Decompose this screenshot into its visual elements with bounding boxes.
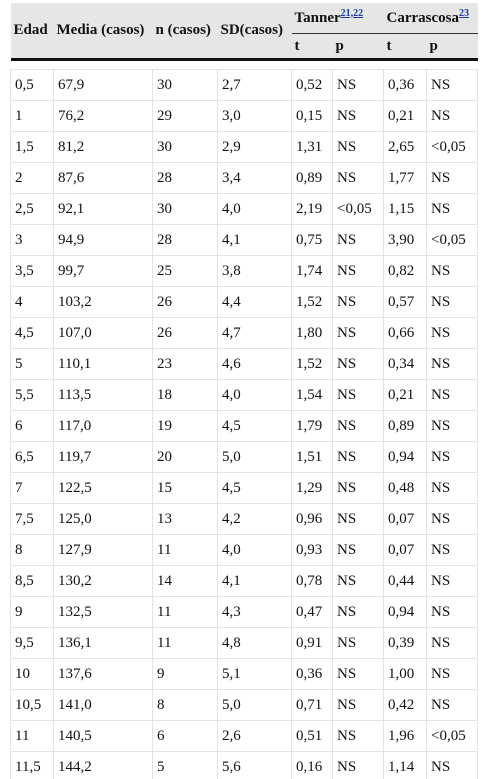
media-cell: 92,1 — [54, 194, 153, 225]
n-cell: 25 — [153, 256, 218, 287]
header-tanner-p: p — [333, 34, 384, 60]
tanner-p-cell: NS — [333, 659, 384, 690]
tanner-t-cell: 1,52 — [292, 349, 333, 380]
tanner-p-cell: NS — [333, 225, 384, 256]
edad-cell: 10,5 — [11, 690, 54, 721]
tanner-p-cell: NS — [333, 721, 384, 752]
table-row — [11, 225, 478, 256]
tanner-t-cell: 0,78 — [292, 566, 333, 597]
media-cell: 122,5 — [54, 473, 153, 504]
media-cell: 144,2 — [54, 752, 153, 779]
carrascosa-t-cell: 0,57 — [384, 287, 427, 318]
table-row — [11, 504, 478, 535]
tanner-p-cell: <0,05 — [333, 194, 384, 225]
media-cell: 141,0 — [54, 690, 153, 721]
carrascosa-p-cell: NS — [427, 101, 478, 132]
header-carrascosa-t: t — [384, 34, 427, 60]
carrascosa-t-cell: 0,66 — [384, 318, 427, 349]
carrascosa-p-cell: NS — [427, 566, 478, 597]
carrascosa-p-cell: NS — [427, 411, 478, 442]
media-cell: 99,7 — [54, 256, 153, 287]
data-table — [10, 3, 478, 779]
tanner-t-cell: 0,16 — [292, 752, 333, 779]
tanner-t-cell: 0,91 — [292, 628, 333, 659]
tanner-p-cell: NS — [333, 349, 384, 380]
tanner-t-cell: 1,80 — [292, 318, 333, 349]
edad-cell: 1,5 — [11, 132, 54, 163]
sd-cell: 4,5 — [218, 473, 292, 504]
sd-cell: 4,1 — [218, 566, 292, 597]
n-cell: 23 — [153, 349, 218, 380]
carrascosa-p-cell: NS — [427, 690, 478, 721]
carrascosa-p-cell: NS — [427, 473, 478, 504]
n-cell: 30 — [153, 194, 218, 225]
edad-cell: 9 — [11, 597, 54, 628]
carrascosa-t-cell: 0,07 — [384, 535, 427, 566]
carrascosa-t-cell: 1,00 — [384, 659, 427, 690]
header-edad: Edad — [11, 3, 54, 60]
media-cell: 67,9 — [54, 70, 153, 101]
carrascosa-p-cell: NS — [427, 194, 478, 225]
edad-cell: 3,5 — [11, 256, 54, 287]
tanner-p-cell: NS — [333, 473, 384, 504]
carrascosa-t-cell: 0,94 — [384, 597, 427, 628]
media-cell: 103,2 — [54, 287, 153, 318]
tanner-t-cell: 0,71 — [292, 690, 333, 721]
sd-cell: 2,9 — [218, 132, 292, 163]
n-cell: 30 — [153, 132, 218, 163]
edad-cell: 10 — [11, 659, 54, 690]
header-tanner-label: Tanner — [294, 9, 341, 26]
edad-cell: 9,5 — [11, 628, 54, 659]
table-row — [11, 535, 478, 566]
media-cell: 110,1 — [54, 349, 153, 380]
media-cell: 125,0 — [54, 504, 153, 535]
carrascosa-t-cell: 1,96 — [384, 721, 427, 752]
header-sd: SD(casos) — [218, 3, 292, 60]
table-row — [11, 721, 478, 752]
sd-cell: 3,4 — [218, 163, 292, 194]
n-cell: 30 — [153, 70, 218, 101]
tanner-p-cell: NS — [333, 690, 384, 721]
tanner-t-cell: 0,15 — [292, 101, 333, 132]
tanner-p-cell: NS — [333, 163, 384, 194]
tanner-t-cell: 1,74 — [292, 256, 333, 287]
carrascosa-t-cell: 0,48 — [384, 473, 427, 504]
tanner-t-cell: 2,19 — [292, 194, 333, 225]
n-cell: 28 — [153, 225, 218, 256]
tanner-t-cell: 0,96 — [292, 504, 333, 535]
table-row — [11, 132, 478, 163]
table-row — [11, 318, 478, 349]
tanner-p-cell: NS — [333, 535, 384, 566]
media-cell: 136,1 — [54, 628, 153, 659]
tanner-p-cell: NS — [333, 287, 384, 318]
sd-cell: 4,1 — [218, 225, 292, 256]
n-cell: 28 — [153, 163, 218, 194]
media-cell: 127,9 — [54, 535, 153, 566]
carrascosa-p-cell: NS — [427, 70, 478, 101]
edad-cell: 4 — [11, 287, 54, 318]
carrascosa-p-cell: <0,05 — [427, 132, 478, 163]
sd-cell: 4,0 — [218, 380, 292, 411]
sd-cell: 4,3 — [218, 597, 292, 628]
header-carrascosa — [384, 3, 478, 34]
edad-cell: 5 — [11, 349, 54, 380]
edad-cell: 11,5 — [11, 752, 54, 779]
n-cell: 20 — [153, 442, 218, 473]
sd-cell: 4,0 — [218, 194, 292, 225]
tanner-reference-link[interactable]: 21,22 — [340, 7, 364, 19]
carrascosa-p-cell: NS — [427, 256, 478, 287]
sd-cell: 4,7 — [218, 318, 292, 349]
media-cell: 137,6 — [54, 659, 153, 690]
carrascosa-t-cell: 0,44 — [384, 566, 427, 597]
n-cell: 26 — [153, 287, 218, 318]
table-row — [11, 628, 478, 659]
tanner-p-cell: NS — [333, 752, 384, 779]
header-tanner — [292, 3, 384, 34]
tanner-p-cell: NS — [333, 566, 384, 597]
header-spacer — [11, 60, 478, 70]
tanner-t-cell: 1,29 — [292, 473, 333, 504]
carrascosa-p-cell: <0,05 — [427, 721, 478, 752]
n-cell: 8 — [153, 690, 218, 721]
carrascosa-t-cell: 0,39 — [384, 628, 427, 659]
table-row — [11, 442, 478, 473]
edad-cell: 8,5 — [11, 566, 54, 597]
tanner-t-cell: 0,36 — [292, 659, 333, 690]
sd-cell: 3,0 — [218, 101, 292, 132]
tanner-t-cell: 0,47 — [292, 597, 333, 628]
tanner-p-cell: NS — [333, 442, 384, 473]
media-cell: 81,2 — [54, 132, 153, 163]
tanner-p-cell: NS — [333, 597, 384, 628]
n-cell: 19 — [153, 411, 218, 442]
media-cell: 107,0 — [54, 318, 153, 349]
sd-cell: 2,6 — [218, 721, 292, 752]
tanner-t-cell: 0,89 — [292, 163, 333, 194]
tanner-p-cell: NS — [333, 380, 384, 411]
table-row — [11, 101, 478, 132]
carrascosa-t-cell: 0,21 — [384, 101, 427, 132]
carrascosa-p-cell: NS — [427, 752, 478, 779]
tanner-p-cell: NS — [333, 628, 384, 659]
carrascosa-p-cell: NS — [427, 380, 478, 411]
carrascosa-p-cell: NS — [427, 318, 478, 349]
table-row — [11, 752, 478, 779]
carrascosa-t-cell: 0,82 — [384, 256, 427, 287]
edad-cell: 5,5 — [11, 380, 54, 411]
carrascosa-t-cell: 0,07 — [384, 504, 427, 535]
carrascosa-p-cell: NS — [427, 628, 478, 659]
sd-cell: 5,6 — [218, 752, 292, 779]
sd-cell: 4,8 — [218, 628, 292, 659]
media-cell: 140,5 — [54, 721, 153, 752]
table-row — [11, 380, 478, 411]
sd-cell: 4,2 — [218, 504, 292, 535]
edad-cell: 2 — [11, 163, 54, 194]
tanner-t-cell: 1,79 — [292, 411, 333, 442]
sd-cell: 3,8 — [218, 256, 292, 287]
carrascosa-p-cell: NS — [427, 597, 478, 628]
n-cell: 11 — [153, 597, 218, 628]
edad-cell: 0,5 — [11, 70, 54, 101]
sd-cell: 5,0 — [218, 442, 292, 473]
edad-cell: 3 — [11, 225, 54, 256]
table-row — [11, 70, 478, 101]
header-n: n (casos) — [153, 3, 218, 60]
tanner-p-cell: NS — [333, 256, 384, 287]
n-cell: 6 — [153, 721, 218, 752]
tanner-t-cell: 0,75 — [292, 225, 333, 256]
n-cell: 18 — [153, 380, 218, 411]
carrascosa-reference-link[interactable]: 23 — [458, 7, 469, 19]
sd-cell: 5,1 — [218, 659, 292, 690]
tanner-t-cell: 0,52 — [292, 70, 333, 101]
n-cell: 15 — [153, 473, 218, 504]
table-row — [11, 287, 478, 318]
carrascosa-t-cell: 0,42 — [384, 690, 427, 721]
tanner-p-cell: NS — [333, 132, 384, 163]
carrascosa-p-cell: <0,05 — [427, 225, 478, 256]
edad-cell: 1 — [11, 101, 54, 132]
table-row — [11, 163, 478, 194]
n-cell: 26 — [153, 318, 218, 349]
tanner-t-cell: 1,54 — [292, 380, 333, 411]
media-cell: 113,5 — [54, 380, 153, 411]
table-header — [11, 3, 478, 70]
tanner-t-cell: 1,31 — [292, 132, 333, 163]
carrascosa-p-cell: NS — [427, 287, 478, 318]
media-cell: 117,0 — [54, 411, 153, 442]
n-cell: 13 — [153, 504, 218, 535]
tanner-p-cell: NS — [333, 411, 384, 442]
n-cell: 14 — [153, 566, 218, 597]
carrascosa-p-cell: NS — [427, 535, 478, 566]
carrascosa-t-cell: 2,65 — [384, 132, 427, 163]
edad-cell: 6,5 — [11, 442, 54, 473]
header-media: Media (casos) — [54, 3, 153, 60]
table-row — [11, 659, 478, 690]
edad-cell: 2,5 — [11, 194, 54, 225]
n-cell: 29 — [153, 101, 218, 132]
carrascosa-p-cell: NS — [427, 442, 478, 473]
media-cell: 76,2 — [54, 101, 153, 132]
carrascosa-p-cell: NS — [427, 349, 478, 380]
table-body — [11, 70, 478, 779]
media-cell: 87,6 — [54, 163, 153, 194]
tanner-p-cell: NS — [333, 70, 384, 101]
edad-cell: 11 — [11, 721, 54, 752]
carrascosa-t-cell: 3,90 — [384, 225, 427, 256]
sd-cell: 4,5 — [218, 411, 292, 442]
media-cell: 119,7 — [54, 442, 153, 473]
table-row — [11, 256, 478, 287]
tanner-t-cell: 1,52 — [292, 287, 333, 318]
table-row — [11, 473, 478, 504]
media-cell: 94,9 — [54, 225, 153, 256]
edad-cell: 7,5 — [11, 504, 54, 535]
sd-cell: 4,4 — [218, 287, 292, 318]
carrascosa-t-cell: 0,94 — [384, 442, 427, 473]
edad-cell: 7 — [11, 473, 54, 504]
sd-cell: 2,7 — [218, 70, 292, 101]
header-carrascosa-p: p — [427, 34, 478, 60]
table-row — [11, 411, 478, 442]
carrascosa-t-cell: 0,21 — [384, 380, 427, 411]
tanner-t-cell: 0,93 — [292, 535, 333, 566]
header-carrascosa-label: Carrascosa — [386, 9, 459, 26]
tanner-p-cell: NS — [333, 101, 384, 132]
n-cell: 5 — [153, 752, 218, 779]
tanner-p-cell: NS — [333, 318, 384, 349]
n-cell: 9 — [153, 659, 218, 690]
table-row — [11, 566, 478, 597]
table-row — [11, 597, 478, 628]
carrascosa-t-cell: 0,89 — [384, 411, 427, 442]
media-cell: 132,5 — [54, 597, 153, 628]
tanner-p-cell: NS — [333, 504, 384, 535]
edad-cell: 4,5 — [11, 318, 54, 349]
carrascosa-t-cell: 0,34 — [384, 349, 427, 380]
edad-cell: 8 — [11, 535, 54, 566]
n-cell: 11 — [153, 628, 218, 659]
carrascosa-p-cell: NS — [427, 659, 478, 690]
carrascosa-t-cell: 1,15 — [384, 194, 427, 225]
media-cell: 130,2 — [54, 566, 153, 597]
n-cell: 11 — [153, 535, 218, 566]
carrascosa-p-cell: NS — [427, 163, 478, 194]
tanner-t-cell: 0,51 — [292, 721, 333, 752]
carrascosa-p-cell: NS — [427, 504, 478, 535]
carrascosa-t-cell: 1,14 — [384, 752, 427, 779]
sd-cell: 4,0 — [218, 535, 292, 566]
carrascosa-t-cell: 1,77 — [384, 163, 427, 194]
sd-cell: 5,0 — [218, 690, 292, 721]
table-row — [11, 690, 478, 721]
sd-cell: 4,6 — [218, 349, 292, 380]
header-tanner-t: t — [292, 34, 333, 60]
carrascosa-t-cell: 0,36 — [384, 70, 427, 101]
tanner-t-cell: 1,51 — [292, 442, 333, 473]
table-row — [11, 349, 478, 380]
edad-cell: 6 — [11, 411, 54, 442]
table-row — [11, 194, 478, 225]
